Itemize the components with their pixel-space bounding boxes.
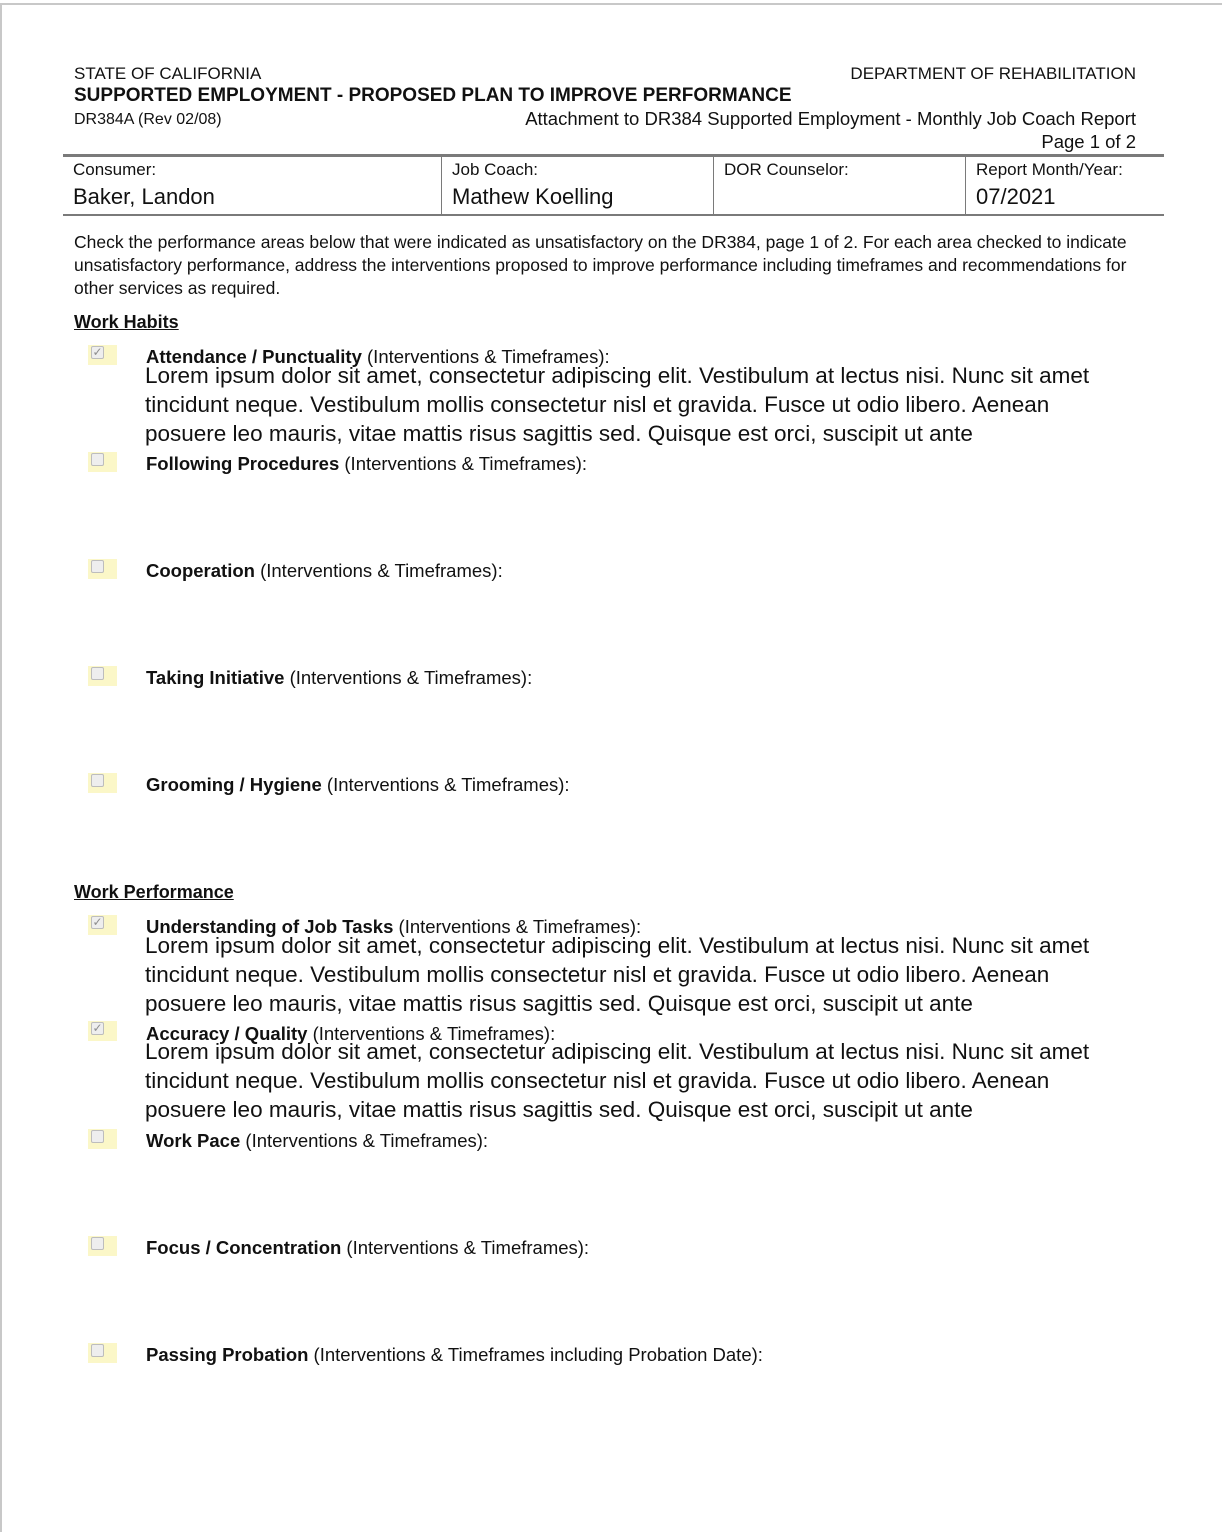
taking-initiative-label: Taking Initiative (Interventions & Timeframes): (146, 667, 533, 688)
form-title: SUPPORTED EMPLOYMENT - PROPOSED PLAN TO IMPROVE PERFORMANCE (74, 85, 792, 106)
understanding-job-tasks-field[interactable]: Lorem ipsum dolor sit amet, consectetur adipiscing elit. Vestibulum at lectus nisi. Nunc sit amet tincidunt neque. Vestibulum mollis consectetur nisl et gravida. Fusce ut odio libero. Aenean posuere leo mauris, vitae mattis risus sagittis sed. Quisque est orci, suscipit ut ante (145, 933, 1090, 1016)
dor-counselor-cell (713, 157, 965, 214)
department-label: DEPARTMENT OF REHABILITATION (850, 64, 1136, 83)
header-fields-table (63, 154, 1164, 216)
state-label: STATE OF CALIFORNIA (74, 64, 262, 83)
job-coach-cell (441, 157, 713, 214)
job-coach-field[interactable]: Mathew Koelling (452, 184, 614, 209)
following-procedures-field[interactable] (145, 478, 1135, 565)
accuracy-quality-field[interactable]: Lorem ipsum dolor sit amet, consectetur adipiscing elit. Vestibulum at lectus nisi. Nunc sit amet tincidunt neque. Vestibulum mollis consectetur nisl et gravida. Fusce ut odio libero. Aenean posuere leo mauris, vitae mattis risus sagittis sed. Quisque est orci, suscipit ut ante (145, 1039, 1090, 1122)
work-performance-heading: Work Performance (74, 882, 234, 902)
grooming-hygiene-label: Grooming / Hygiene (Interventions & Timeframes): (146, 774, 570, 795)
job-coach-label: Job Coach: (452, 160, 538, 179)
checkbox-understanding-job-tasks[interactable] (88, 915, 117, 935)
report-month-label: Report Month/Year: (976, 160, 1123, 179)
checkbox-empty-icon (91, 1130, 104, 1143)
dor-counselor-label: DOR Counselor: (724, 160, 849, 179)
checkbox-following-procedures[interactable] (88, 452, 117, 472)
page-edge-left (0, 3, 2, 1532)
form-number: DR384A (Rev 02/08) (74, 111, 222, 128)
consumer-field[interactable]: Baker, Landon (73, 184, 215, 209)
attachment-label: Attachment to DR384 Supported Employment - Monthly Job Coach Report (525, 108, 1136, 129)
work-pace-field[interactable] (145, 1155, 1135, 1242)
checkbox-focus-concentration[interactable] (88, 1236, 117, 1256)
checkbox-grooming-hygiene[interactable] (88, 773, 117, 793)
passing-probation-field[interactable] (145, 1369, 1135, 1456)
checkmark-icon: ✓ (92, 915, 103, 929)
attendance-punctuality-field[interactable]: Lorem ipsum dolor sit amet, consectetur adipiscing elit. Vestibulum at lectus nisi. Nunc sit amet tincidunt neque. Vestibulum mollis consectetur nisl et gravida. Fusce ut odio libero. Aenean posuere leo mauris, vitae mattis risus sagittis sed. Quisque est orci, suscipit ut ante (145, 363, 1090, 446)
checkmark-icon: ✓ (92, 345, 103, 359)
page-edge-top (0, 3, 1222, 5)
checkmark-icon: ✓ (92, 1021, 103, 1035)
work-habits-heading: Work Habits (74, 312, 179, 332)
consumer-cell (63, 157, 441, 214)
cooperation-field[interactable] (145, 585, 1135, 672)
accuracy-quality-label: Accuracy / Quality (Interventions & Timeframes): (146, 1023, 556, 1044)
focus-concentration-label: Focus / Concentration (Interventions & Timeframes): (146, 1237, 590, 1258)
page-number: Page 1 of 2 (1041, 131, 1136, 152)
checkbox-empty-icon (91, 1344, 104, 1357)
report-month-cell (965, 157, 1164, 214)
checkbox-empty-icon (91, 774, 104, 787)
checkbox-taking-initiative[interactable] (88, 666, 117, 686)
checkbox-empty-icon (91, 453, 104, 466)
checkbox-empty-icon (91, 667, 104, 680)
checkbox-passing-probation[interactable] (88, 1343, 117, 1363)
consumer-label: Consumer: (73, 160, 157, 179)
report-month-field[interactable]: 07/2021 (976, 184, 1056, 209)
checkbox-work-pace[interactable] (88, 1129, 117, 1149)
checkbox-empty-icon (91, 1237, 104, 1250)
cooperation-label: Cooperation (Interventions & Timeframes): (146, 560, 503, 581)
following-procedures-label: Following Procedures (Interventions & Timeframes): (146, 453, 588, 474)
focus-concentration-field[interactable] (145, 1262, 1135, 1349)
passing-probation-label: Passing Probation (Interventions & Timeframes including Probation Date): (146, 1344, 763, 1365)
taking-initiative-field[interactable] (145, 692, 1135, 779)
instructions-text: Check the performance areas below that were indicated as unsatisfactory on the DR384, page 1 of 2. For each area checked to indicate unsatisfactory performance, address the interventions proposed to improve performance including timeframes and recommendations for other services as required. (74, 232, 1127, 298)
understanding-job-tasks-label: Understanding of Job Tasks (Interventions & Timeframes): (146, 916, 642, 937)
checkbox-cooperation[interactable] (88, 559, 117, 579)
checkbox-attendance-punctuality[interactable] (88, 345, 117, 365)
checkbox-accuracy-quality[interactable] (88, 1021, 117, 1041)
grooming-hygiene-field[interactable] (145, 799, 1135, 886)
work-pace-label: Work Pace (Interventions & Timeframes): (146, 1130, 489, 1151)
attendance-punctuality-label: Attendance / Punctuality (Interventions & Timeframes): (146, 346, 610, 367)
checkbox-empty-icon (91, 560, 104, 573)
